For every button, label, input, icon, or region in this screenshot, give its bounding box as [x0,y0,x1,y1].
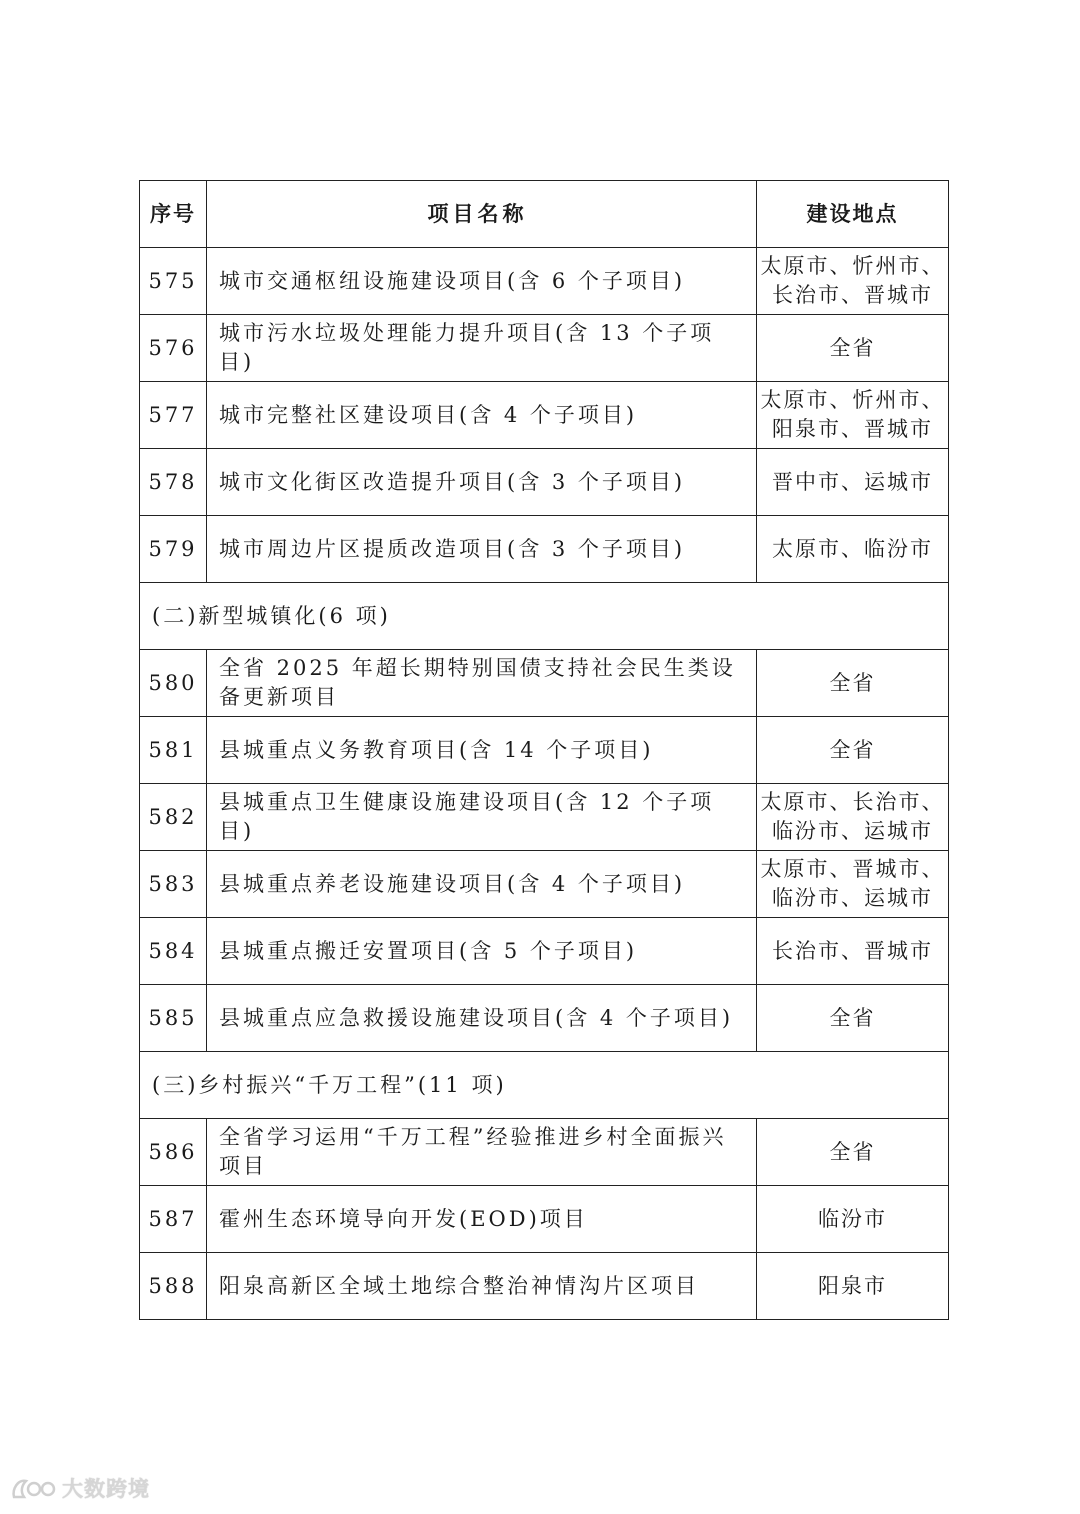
row-project-name: 县城重点养老设施建设项目(含 4 个子项目) [207,851,757,918]
table-row [140,851,949,918]
row-location: 全省 [757,650,949,717]
row-serial-number: 577 [140,382,207,449]
row-location: 太原市、长治市、临汾市、运城市 [757,784,949,851]
table-row [140,248,949,315]
row-location: 太原市、晋城市、临汾市、运城市 [757,851,949,918]
section-row [140,583,949,650]
row-location: 全省 [757,315,949,382]
table-header-row [140,181,949,248]
row-serial-number: 580 [140,650,207,717]
row-serial-number: 583 [140,851,207,918]
table-row [140,784,949,851]
row-serial-number: 588 [140,1253,207,1320]
row-project-name: 县城重点搬迁安置项目(含 5 个子项目) [207,918,757,985]
table-body [140,248,949,1320]
row-project-name: 城市污水垃圾处理能力提升项目(含 13 个子项目) [207,315,757,382]
row-project-name: 城市文化街区改造提升项目(含 3 个子项目) [207,449,757,516]
row-project-name: 全省学习运用“千万工程”经验推进乡村全面振兴项目 [207,1119,757,1186]
table-row [140,717,949,784]
row-location: 全省 [757,1119,949,1186]
table-row [140,918,949,985]
header-serial-number: 序号 [140,181,207,248]
row-project-name: 城市完整社区建设项目(含 4 个子项目) [207,382,757,449]
row-location: 太原市、忻州市、长治市、晋城市 [757,248,949,315]
table-row [140,650,949,717]
row-serial-number: 582 [140,784,207,851]
table-row [140,315,949,382]
row-location: 临汾市 [757,1186,949,1253]
table-row [140,1186,949,1253]
row-location: 晋中市、运城市 [757,449,949,516]
section-row [140,1052,949,1119]
table-row [140,382,949,449]
row-project-name: 县城重点卫生健康设施建设项目(含 12 个子项目) [207,784,757,851]
row-serial-number: 585 [140,985,207,1052]
row-project-name: 阳泉高新区全域土地综合整治神情沟片区项目 [207,1253,757,1320]
project-table [139,180,949,1320]
watermark-text: 大数跨境 [62,1477,150,1501]
row-serial-number: 576 [140,315,207,382]
row-serial-number: 587 [140,1186,207,1253]
row-serial-number: 575 [140,248,207,315]
row-serial-number: 584 [140,918,207,985]
header-location: 建设地点 [757,181,949,248]
row-serial-number: 579 [140,516,207,583]
watermark-logo-icon [10,1475,58,1501]
row-serial-number: 578 [140,449,207,516]
row-location: 全省 [757,985,949,1052]
table-row [140,449,949,516]
row-serial-number: 581 [140,717,207,784]
table-row [140,985,949,1052]
row-location: 太原市、临汾市 [757,516,949,583]
row-project-name: 县城重点应急救援设施建设项目(含 4 个子项目) [207,985,757,1052]
row-project-name: 县城重点义务教育项目(含 14 个子项目) [207,717,757,784]
section-title: (二)新型城镇化(6 项) [140,583,949,650]
row-location: 太原市、忻州市、阳泉市、晋城市 [757,382,949,449]
row-project-name: 城市交通枢纽设施建设项目(含 6 个子项目) [207,248,757,315]
row-location: 长治市、晋城市 [757,918,949,985]
row-project-name: 霍州生态环境导向开发(EOD)项目 [207,1186,757,1253]
row-location: 全省 [757,717,949,784]
header-project-name: 项目名称 [207,181,757,248]
table-row [140,516,949,583]
table-row [140,1119,949,1186]
table-row [140,1253,949,1320]
watermark [10,1474,150,1502]
row-location: 阳泉市 [757,1253,949,1320]
row-project-name: 全省 2025 年超长期特别国债支持社会民生类设备更新项目 [207,650,757,717]
row-serial-number: 586 [140,1119,207,1186]
row-project-name: 城市周边片区提质改造项目(含 3 个子项目) [207,516,757,583]
section-title: (三)乡村振兴“千万工程”(11 项) [140,1052,949,1119]
